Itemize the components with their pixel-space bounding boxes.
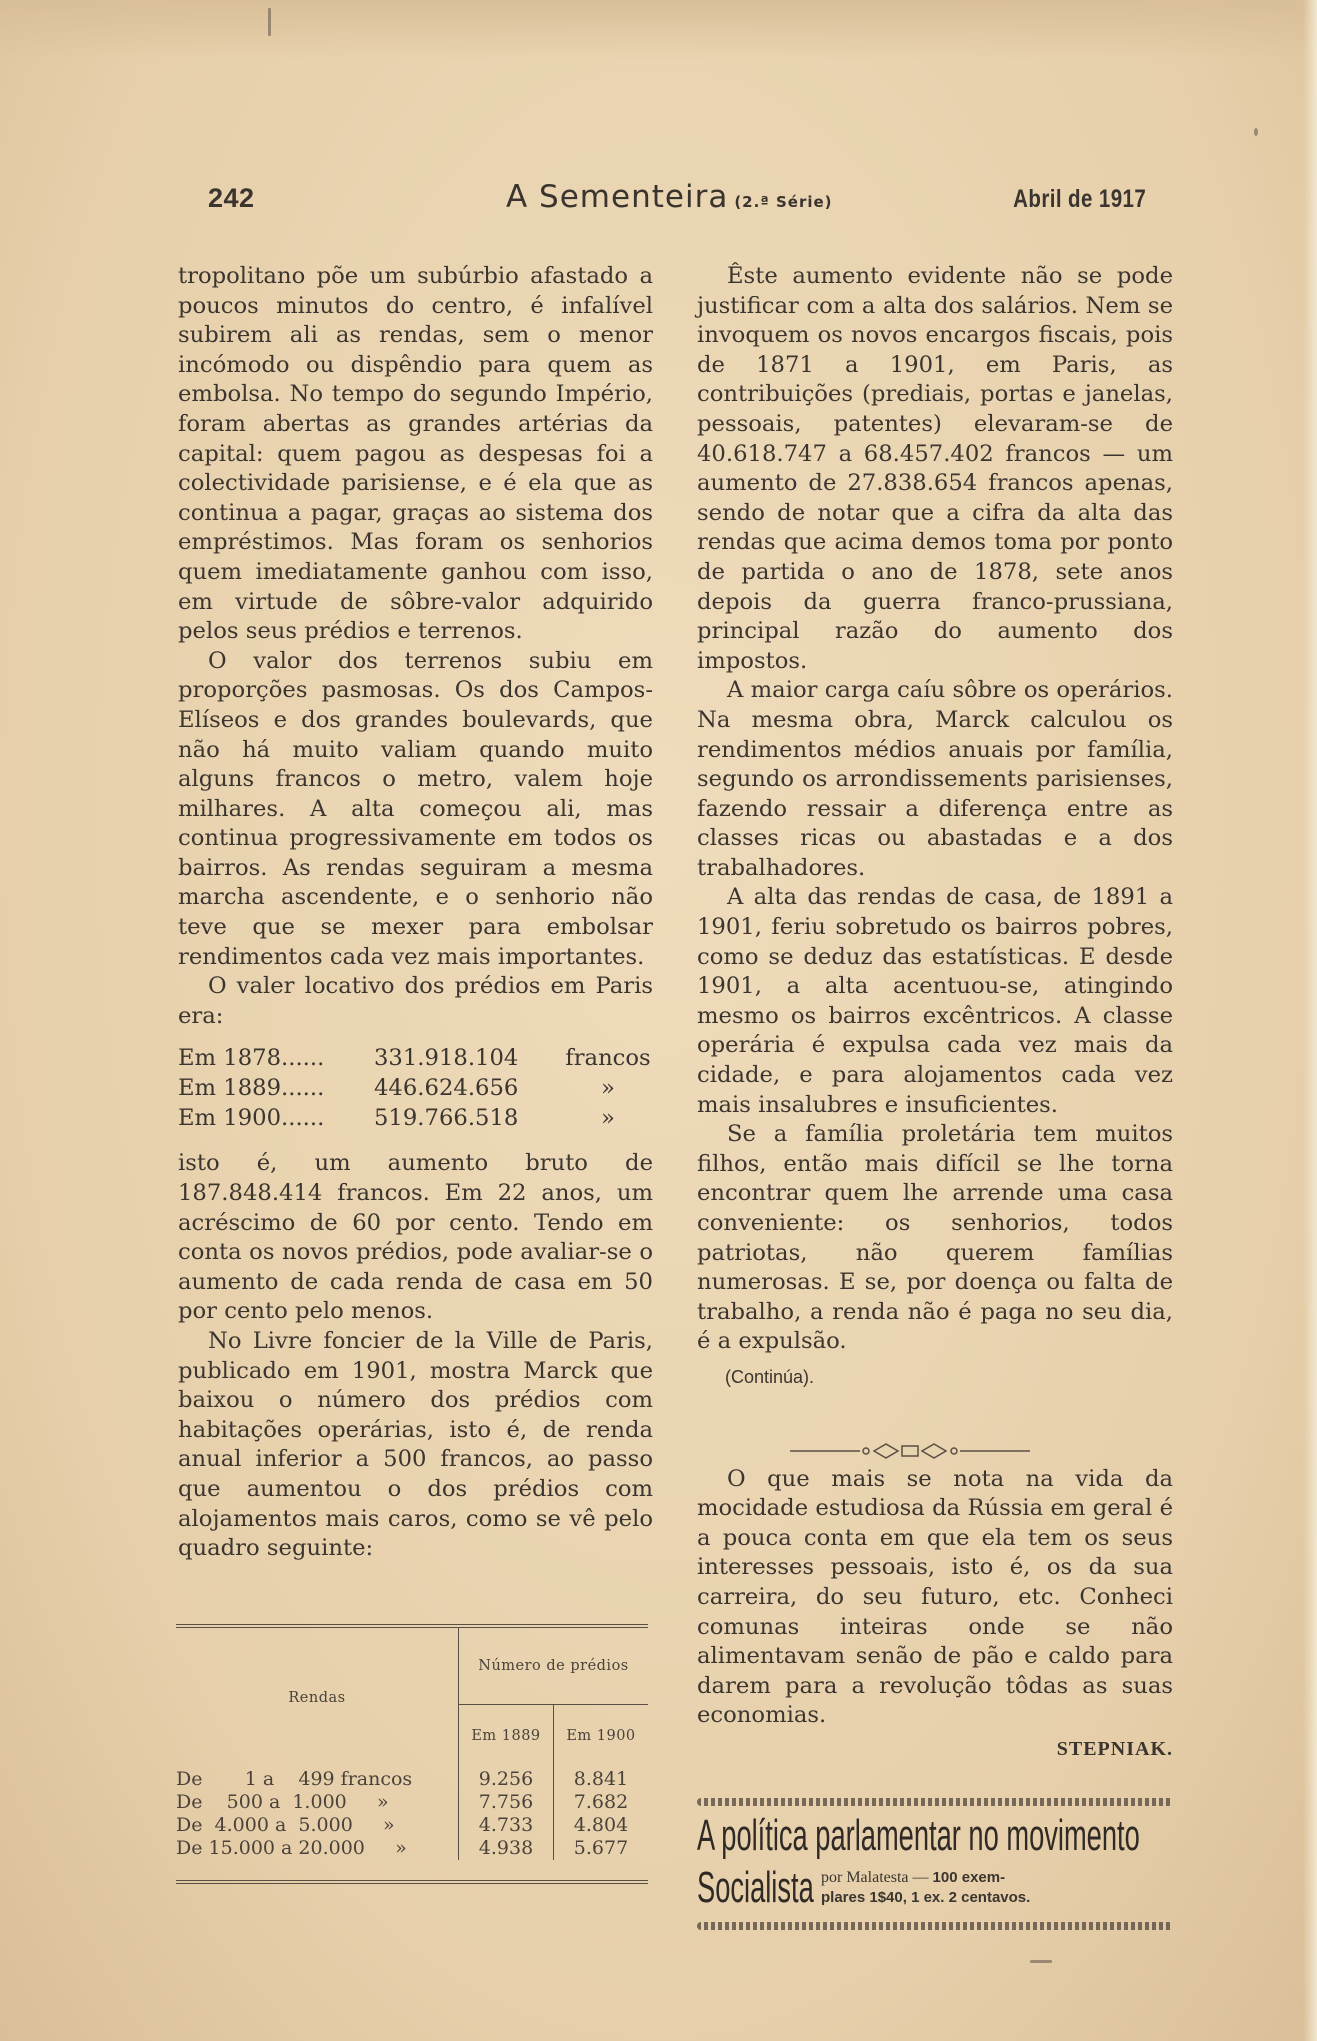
rental-unit: » <box>601 1105 615 1132</box>
book-advertisement <box>697 1798 1173 1930</box>
ad-price-line2: plares 1$40, 1 ex. 2 centavos. <box>821 1889 1031 1906</box>
rental-amount: 331.918.104 <box>374 1045 519 1072</box>
right-column <box>697 262 1173 1765</box>
author-signature: STEPNIAK. <box>1056 1737 1173 1760</box>
header-1900: Em 1900 <box>566 1728 636 1745</box>
rendas-cell: De 15.000 a 20.000 » <box>176 1837 459 1860</box>
count-1889-cell: 9.256 <box>459 1768 554 1791</box>
paragraph: O valer locativo dos prédios em Paris era: <box>178 973 653 1029</box>
paragraph: Se a família proletária tem muitos filhos, então mais difícil se lhe torna encontrar quem lhe arrende uma casa conveniente: os senhorios, todos patriotas, não querem famílias numerosas. E se, por doença ou falta de trabalho, a renda não é paga no seu dia, é a expulsão. <box>697 1121 1173 1355</box>
ad-details <box>821 1868 1030 1908</box>
table-row <box>176 1768 648 1791</box>
rental-value-row <box>178 1103 653 1133</box>
paragraph: O valor dos terrenos subiu em proporções pasmosas. Os dos Campos-Elíseos e dos grandes boulevards, que não há muito valiam quando muito alguns francos o metro, valem hoje milhares. A alta começou ali, mas continua progressivamente em todos os bairros. As rendas seguiram a mesma marcha ascendente, e o senhorio não teve que se mexer para embolsar rendimentos cada vez mais importantes. <box>178 647 653 970</box>
rental-year: Em 1889...... <box>178 1075 325 1102</box>
ad-title-line1: A política parlamentar no movimento <box>697 1811 1140 1860</box>
rental-year: Em 1900...... <box>178 1105 325 1132</box>
rental-unit: francos <box>565 1045 651 1072</box>
header-1889: Em 1889 <box>459 1704 554 1768</box>
table-bottom-rule <box>176 1880 648 1884</box>
count-1900-cell: 5.677 <box>573 1837 629 1859</box>
paper-mark <box>1030 1960 1052 1963</box>
rental-year: Em 1878...... <box>178 1045 325 1072</box>
paragraph: Êste aumento evidente não se pode justificar com a alta dos salários. Nem se invoquem os novos encargos fiscais, pois de 1871 a 1901, em Paris, as contribuições (prediais, portas e janelas, pessoais, patentes) elevaram-se de 40.618.747 a 68.457.402 francos — um aumento de 27.838.654 francos apenas, sendo de notar que a cifra da alta das rendas que acima demos toma por ponto de partida o ano de 1878, sete anos depois da guerra franco-prussiana, principal razão do aumento dos impostos. <box>697 263 1173 674</box>
table-row <box>176 1814 648 1837</box>
ad-line2 <box>697 1862 1173 1914</box>
journal-title <box>506 179 833 215</box>
rental-value-row <box>178 1043 653 1073</box>
journal-title-text: A Sementeira <box>506 179 729 215</box>
rendas-cell: De 1 a 499 francos <box>176 1768 459 1791</box>
header-numero-predios: Número de prédios <box>459 1628 649 1704</box>
page-top-shading <box>0 0 1317 60</box>
count-1900-cell: 8.841 <box>573 1768 629 1790</box>
count-1889-cell: 4.938 <box>459 1837 554 1860</box>
rental-value-row <box>178 1073 653 1103</box>
rendas-cell: De 500 a 1.000 » <box>176 1791 459 1814</box>
paper-mark <box>268 8 271 36</box>
page-header <box>208 179 1146 225</box>
rents-table <box>176 1628 648 1860</box>
count-1900-cell: 7.682 <box>573 1791 629 1813</box>
paragraph: isto é, um aumento bruto de 187.848.414 francos. Em 22 anos, um acréscimo de 60 por cento. Tendo em conta os novos prédios, pode avaliar-se o aumento de cada renda de casa em 50 por cento pelo menos. <box>178 1150 653 1325</box>
count-1889-cell: 4.733 <box>459 1814 554 1837</box>
table-row <box>176 1837 648 1860</box>
ad-title-line2: Socialista <box>697 1863 814 1912</box>
ad-top-border <box>697 1798 1173 1806</box>
paragraph: A maior carga caíu sôbre os operários. Na mesma obra, Marck calculou os rendimentos médios anuais por família, segundo os arrondissements parisienses, fazendo ressair a diferença entre as classes ricas ou abastadas e a dos trabalhadores. <box>697 677 1173 881</box>
rental-value-list <box>178 1043 653 1133</box>
table-row <box>176 1791 648 1814</box>
ad-price-line1: 100 exem- <box>932 1869 1006 1886</box>
rental-amount: 446.624.656 <box>374 1075 519 1102</box>
series-label: (2.ª Série) <box>734 193 833 211</box>
rents-table-block <box>176 1624 648 1884</box>
ad-bottom-border <box>697 1922 1173 1930</box>
paragraph: O que mais se nota na vida da mocidade estudiosa da Rússia em geral é a pouca conta em que ela tem os seus interesses pessoais, isto é, os da sua carreira, do seu futuro, etc. Conheci comunas inteiras onde se não alimentavam senão de pão e caldo para darem para a revolução tôdas as suas economias. <box>697 1465 1173 1729</box>
rental-unit: » <box>601 1075 615 1102</box>
ad-author: por Malatesta — <box>821 1869 929 1886</box>
paragraph: No Livre foncier de la Ville de Paris, publicado em 1901, mostra Marck que baixou o número dos prédios com habitações operárias, isto é, de renda anual inferior a 500 francos, ao passo que aumentou o dos prédios com alojamentos mais caros, como se vê pelo quadro seguinte: <box>178 1328 653 1562</box>
rental-amount: 519.766.518 <box>374 1105 519 1132</box>
paragraph: tropolitano põe um subúrbio afastado a poucos minutos do centro, é infalível subirem ali as rendas, sem o menor incómodo ou dispêndio para quem as embolsa. No tempo do segundo Império, foram abertas as grandes artérias da capital: quem pagou as despesas foi a colectividade parisiense, e é ela que as continua a pagar, graças ao sistema dos empréstimos. Mas foram os senhorios quem imediatamente ganhou com isso, em virtude de sôbre-valor adquirido pelos seus prédios e terrenos. <box>178 263 653 645</box>
left-column <box>178 262 653 1564</box>
continued-note: (Continúa). <box>725 1366 815 1387</box>
issue-date: Abril de 1917 <box>1013 185 1146 213</box>
page-right-edge <box>1303 0 1317 2041</box>
count-1900-cell: 4.804 <box>573 1814 629 1836</box>
rendas-cell: De 4.000 a 5.000 » <box>176 1814 459 1837</box>
header-rendas: Rendas <box>176 1628 459 1768</box>
ornament-divider-icon <box>790 1441 1030 1461</box>
paper-mark <box>1254 128 1258 136</box>
paragraph: A alta das rendas de casa, de 1891 a 1901, feriu sobretudo os bairros pobres, como se deduz das estatísticas. E desde 1901, a alta acentuou-se, atingindo mesmo os bairros excêntricos. A classe operária é expulsa cada vez mais da cidade, e para alojamentos cada vez mais insalubres e insuficientes. <box>697 884 1173 1118</box>
count-1889-cell: 7.756 <box>459 1791 554 1814</box>
page-number: 242 <box>208 183 255 213</box>
